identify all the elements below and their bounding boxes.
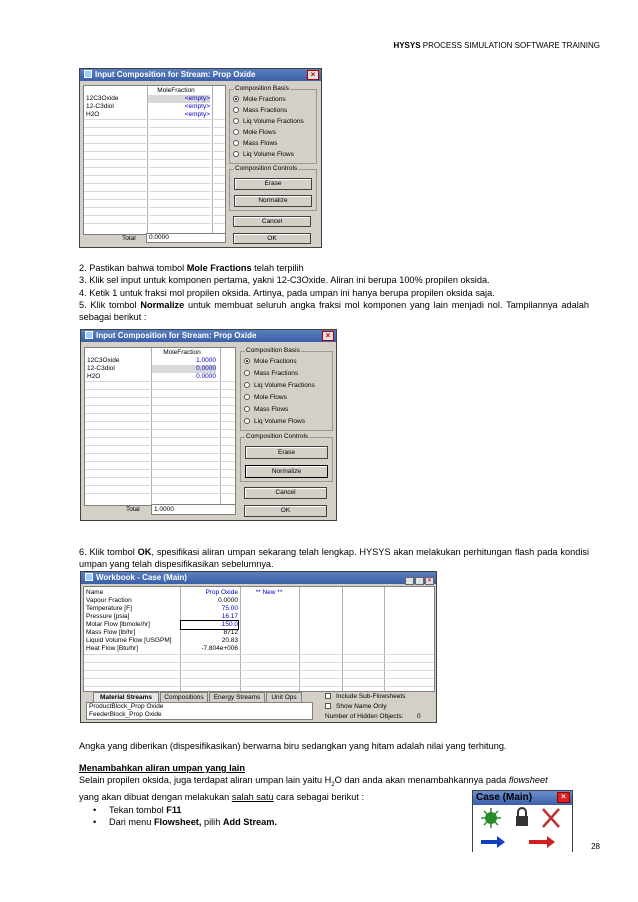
- column-header: MoleFraction: [163, 349, 201, 356]
- radio-liq-volume-fractions[interactable]: Liq Volume Fractions: [233, 118, 304, 126]
- table-row[interactable]: 12C3Oxide 1.0000: [87, 357, 216, 364]
- instructions-block-2: 6. Klik tombol OK, spesifikasi aliran umpan sekarang telah lengkap. HYSYS akan melakukan perhitungan flash pada kondisi umpan yang telah dispesifikasikan sebelumnya.: [79, 547, 589, 570]
- erase-button[interactable]: Erase: [234, 178, 312, 190]
- table-row[interactable]: Heat Flow [Btu/hr] -7.804e+006: [86, 645, 238, 652]
- composition-controls-group: Composition Controls Erase Normalize: [240, 437, 333, 482]
- total-label: Total: [122, 235, 136, 242]
- close-icon[interactable]: ×: [425, 577, 434, 585]
- dialog-title: Input Composition for Stream: Prop Oxide: [95, 70, 256, 79]
- table-row[interactable]: Molar Flow [lbmole/hr] 150.0: [86, 621, 238, 628]
- case-toolbar: [473, 805, 572, 853]
- header-brand: HYSYS: [393, 41, 421, 50]
- instructions-block-3: Angka yang diberikan (dispesifikasikan) berwarna biru sedangkan yang hitam adalah nilai yang terhitung.: [79, 741, 507, 751]
- radio-mass-fractions[interactable]: Mass Fractions: [233, 107, 287, 115]
- app-icon: [84, 70, 92, 78]
- maximize-icon[interactable]: □: [415, 577, 424, 585]
- table-row[interactable]: Pressure [psia] 16.17: [86, 613, 238, 620]
- tab-energy-streams[interactable]: Energy Streams: [209, 692, 265, 702]
- table-row[interactable]: 12-C3diol 0.0000: [87, 365, 216, 372]
- table-row[interactable]: 12C3Oxide <empty>: [86, 95, 210, 102]
- ok-button[interactable]: OK: [244, 505, 327, 517]
- case-main-window: [472, 790, 573, 852]
- app-icon: [85, 331, 93, 339]
- composition-controls-group: Composition Controls Erase Normalize: [229, 169, 317, 211]
- list-item: • Dari menu Flowsheet, pilih Add Stream.: [79, 816, 589, 828]
- ok-button[interactable]: OK: [233, 233, 311, 244]
- section-title: Menambahkan aliran umpan yang lain: [79, 763, 245, 773]
- close-icon[interactable]: ×: [557, 792, 570, 803]
- composition-grid: [84, 347, 236, 506]
- arrow-right-red-icon[interactable]: [529, 836, 555, 848]
- show-name-only-checkbox[interactable]: Show Name Only: [325, 703, 387, 711]
- delete-icon[interactable]: [543, 809, 559, 827]
- table-row[interactable]: Liquid Volume Flow [USGPM] 20.83: [86, 637, 238, 644]
- table-row[interactable]: H2O <empty>: [86, 111, 210, 118]
- radio-liq-volume-flows[interactable]: Liq Volume Flows: [244, 418, 305, 426]
- normalize-button[interactable]: Normalize: [245, 465, 328, 478]
- arrow-right-blue-icon[interactable]: [481, 836, 505, 848]
- workbook-grid: [83, 586, 435, 692]
- total-value: 0.0000: [146, 233, 226, 243]
- radio-mass-flows[interactable]: Mass Flows: [244, 406, 288, 414]
- cancel-button[interactable]: Cancel: [244, 487, 327, 499]
- list-item: • Tekan tombol F11: [79, 804, 589, 816]
- column-prop-oxide[interactable]: Prop Oxide: [205, 589, 238, 596]
- table-row[interactable]: Vapour Fraction 0.0000: [86, 597, 238, 604]
- table-row[interactable]: H2O 0.0000: [87, 373, 216, 380]
- minimize-icon[interactable]: _: [405, 577, 414, 585]
- radio-mole-fractions[interactable]: Mole Fractions: [244, 358, 297, 366]
- column-new[interactable]: ** New **: [255, 589, 283, 596]
- dialog-titlebar: [80, 69, 321, 81]
- workbook-titlebar: [81, 572, 436, 584]
- radio-mass-fractions[interactable]: Mass Fractions: [244, 370, 298, 378]
- radio-mole-flows[interactable]: Mole Flows: [233, 129, 276, 137]
- app-icon: [85, 573, 93, 581]
- page-number: 28: [591, 842, 600, 851]
- table-row[interactable]: 12-C3diol <empty>: [86, 103, 210, 110]
- hidden-objects-value: 0: [417, 713, 421, 720]
- include-subflowsheets-checkbox[interactable]: Include Sub-Flowsheets: [325, 693, 405, 701]
- lock-icon[interactable]: [516, 808, 528, 826]
- list-item[interactable]: ProductBlock_Prop Oxide: [89, 703, 164, 710]
- radio-mole-flows[interactable]: Mole Flows: [244, 394, 287, 402]
- dialog-title: Input Composition for Stream: Prop Oxide: [96, 331, 257, 340]
- case-main-titlebar: [473, 791, 572, 805]
- table-row[interactable]: Mass Flow [lb/hr] 8712: [86, 629, 238, 636]
- close-icon[interactable]: ×: [307, 70, 319, 80]
- input-composition-dialog-1: [79, 68, 322, 248]
- workbook-title: Workbook - Case (Main): [96, 573, 187, 582]
- cancel-button[interactable]: Cancel: [233, 216, 311, 227]
- close-icon[interactable]: ×: [322, 331, 334, 341]
- radio-liq-volume-fractions[interactable]: Liq Volume Fractions: [244, 382, 315, 390]
- radio-liq-volume-flows[interactable]: Liq Volume Flows: [233, 151, 294, 159]
- normalize-button[interactable]: Normalize: [234, 195, 312, 207]
- total-value: 1.0000: [151, 504, 236, 515]
- tab-material-streams[interactable]: Material Streams: [93, 692, 159, 702]
- column-header: MoleFraction: [157, 87, 195, 94]
- workbook-window: [80, 571, 437, 723]
- instructions-block-1: 2. Pastikan bahwa tombol Mole Fractions telah terpilih 3. Klik sel input untuk komponen pertama, yakni 12-C3Oxide. Aliran ini berupa 100% propilen oksida. 4. Ketik 1 untuk fraksi mol propilen oksida. Artinya, pada umpan ini hanya berupa propilen oksida saja. 5. Klik tombol Normalize untuk membuat seluruh angka fraksi mol komponen yang lain menjadi nol. Tampilannya adalah sebagai berikut :: [79, 263, 590, 323]
- input-composition-dialog-2: [80, 329, 337, 521]
- list-item[interactable]: FeederBlock_Prop Oxide: [89, 711, 162, 718]
- case-main-title: Case (Main): [476, 792, 533, 803]
- composition-grid: [83, 85, 226, 235]
- page-header: [393, 41, 600, 50]
- header-title: PROCESS SIMULATION SOFTWARE TRAINING: [422, 41, 600, 50]
- stream-list: [86, 702, 313, 720]
- composition-basis-group: Composition Basis Mole Fractions Mass Fractions Liq Volume Fractions Mole Flows Mass Flows Liq Volume Flows: [229, 89, 317, 164]
- add-stream-icon[interactable]: [481, 808, 501, 828]
- radio-mass-flows[interactable]: Mass Flows: [233, 140, 277, 148]
- erase-button[interactable]: Erase: [245, 446, 328, 459]
- radio-mole-fractions[interactable]: Mole Fractions: [233, 96, 286, 104]
- dialog-titlebar: [81, 330, 336, 342]
- table-row[interactable]: Temperature [F] 75.00: [86, 605, 238, 612]
- hidden-objects-label: Number of Hidden Objects:: [325, 713, 404, 720]
- tab-unit-ops[interactable]: Unit Ops: [266, 692, 302, 702]
- table-row[interactable]: Name Prop Oxide ** New **: [84, 589, 434, 597]
- section-add-stream: Menambahkan aliran umpan yang lain Selain propilen oksida, juga terdapat aliran umpan lain yaitu $H_2O$ dan anda akan menambahkannya pada flowsheet yang akan dibuat dengan melakukan salah satu cara sebagai berikut : • Tekan tombol F11 • Dari menu Flowsheet, pilih Add Stream.: [79, 762, 589, 828]
- tab-compositions[interactable]: Compositions: [160, 692, 208, 702]
- composition-basis-group: Composition Basis Mole Fractions Mass Fractions Liq Volume Fractions Mole Flows Mass Flows Liq Volume Flows: [240, 351, 333, 431]
- total-label: Total: [126, 506, 140, 513]
